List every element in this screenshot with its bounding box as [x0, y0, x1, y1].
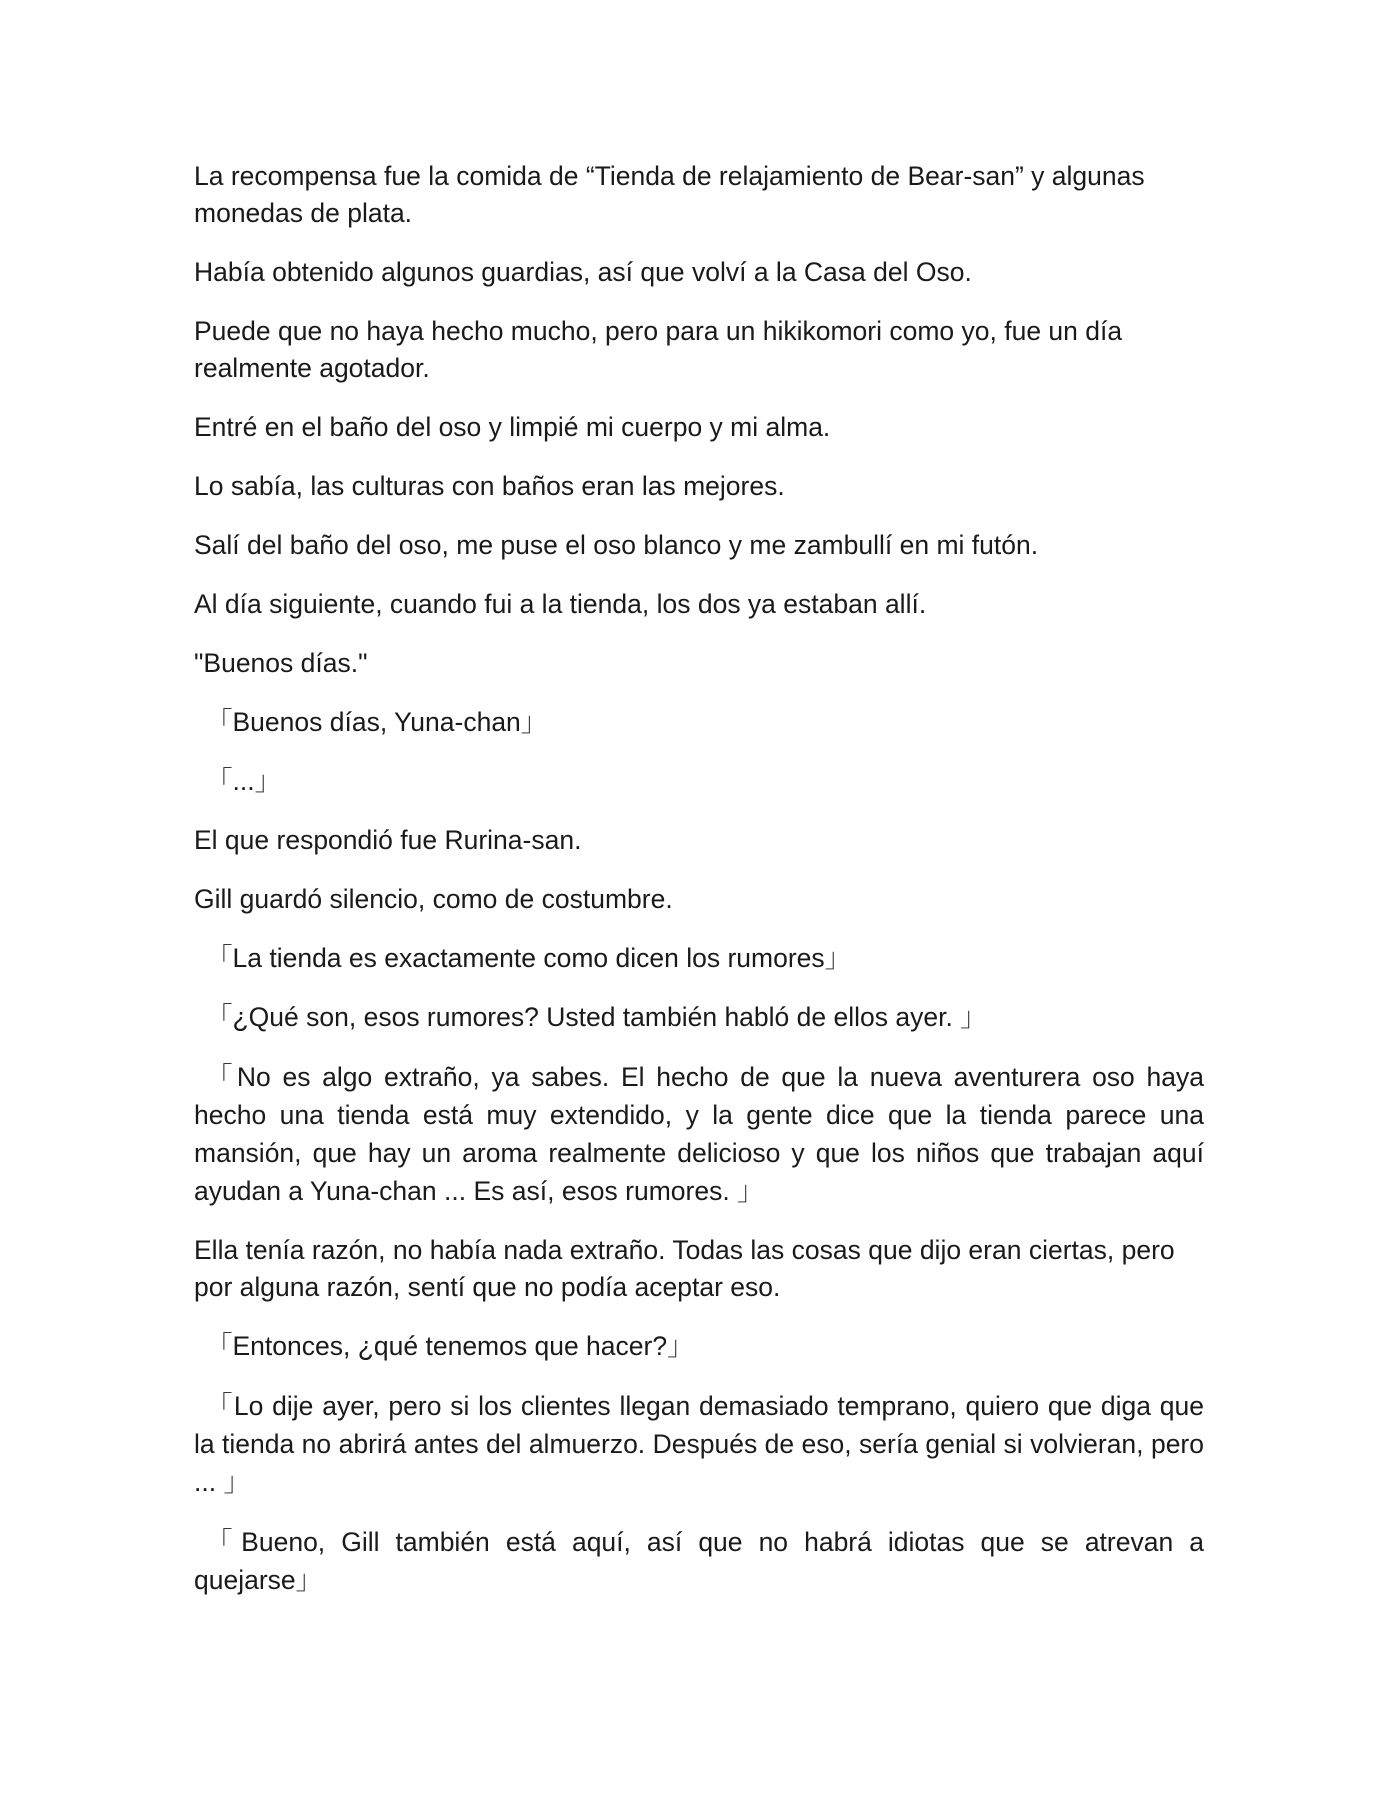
dialogue-rumors: 「La tienda es exactamente como dicen los rumores」	[206, 943, 852, 973]
paragraph-bath: Entré en el baño del oso y limpié mi cuerpo y mi alma.	[194, 412, 831, 442]
paragraph-next-day: Al día siguiente, cuando fui a la tienda, los dos ya estaban allí.	[194, 589, 927, 619]
dialogue-rurina-greeting: 「Buenos días, Yuna-chan」	[206, 707, 548, 737]
paragraph-she-was-right: Ella tenía razón, no había nada extraño. Todas las cosas que dijo eran ciertas, pero por alguna razón, sentí que no podía aceptar eso.	[194, 1235, 1175, 1302]
document-body	[194, 158, 1204, 1621]
paragraph-good-morning: "Buenos días."	[194, 648, 368, 678]
paragraph-reward: La recompensa fue la comida de “Tienda de relajamiento de Bear-san” y algunas monedas de plata.	[194, 161, 1145, 228]
paragraph-bath-cultures: Lo sabía, las culturas con baños eran las mejores.	[194, 471, 785, 501]
paragraph-rurina-answered: El que respondió fue Rurina-san.	[194, 825, 582, 855]
dialogue-no-idiots: 「Bueno, Gill también está aquí, así que no habrá idiotas que se atrevan a quejarse」	[194, 1527, 1204, 1595]
dialogue-gill-silence: 「...」	[206, 766, 282, 796]
dialogue-instructions: 「Lo dije ayer, pero si los clientes llegan demasiado temprano, quiero que diga que la tienda no abrirá antes del almuerzo. Después de eso, sería genial si volvieran, pero ... 」	[194, 1391, 1204, 1497]
paragraph-gill-silent: Gill guardó silencio, como de costumbre.	[194, 884, 673, 914]
paragraph-guards: Había obtenido algunos guardias, así que volví a la Casa del Oso.	[194, 257, 972, 287]
dialogue-what-rumors: 「¿Qué son, esos rumores? Usted también habló de ellos ayer. 」	[206, 1002, 987, 1032]
paragraph-futon: Salí del baño del oso, me puse el oso blanco y me zambullí en mi futón.	[194, 530, 1039, 560]
dialogue-rumors-explained: 「No es algo extraño, ya sabes. El hecho de que la nueva aventurera oso haya hecho una tienda está muy extendido, y la gente dice que la tienda parece una mansión, que hay un aroma realmente delicioso y que los niños que trabajan aquí ayudan a Yuna-chan ... Es así, esos rumores. 」	[194, 1062, 1204, 1206]
dialogue-what-to-do: 「Entonces, ¿qué tenemos que hacer?」	[206, 1331, 694, 1361]
paragraph-tiring-day: Puede que no haya hecho mucho, pero para un hikikomori como yo, fue un día realmente agotador.	[194, 316, 1123, 383]
